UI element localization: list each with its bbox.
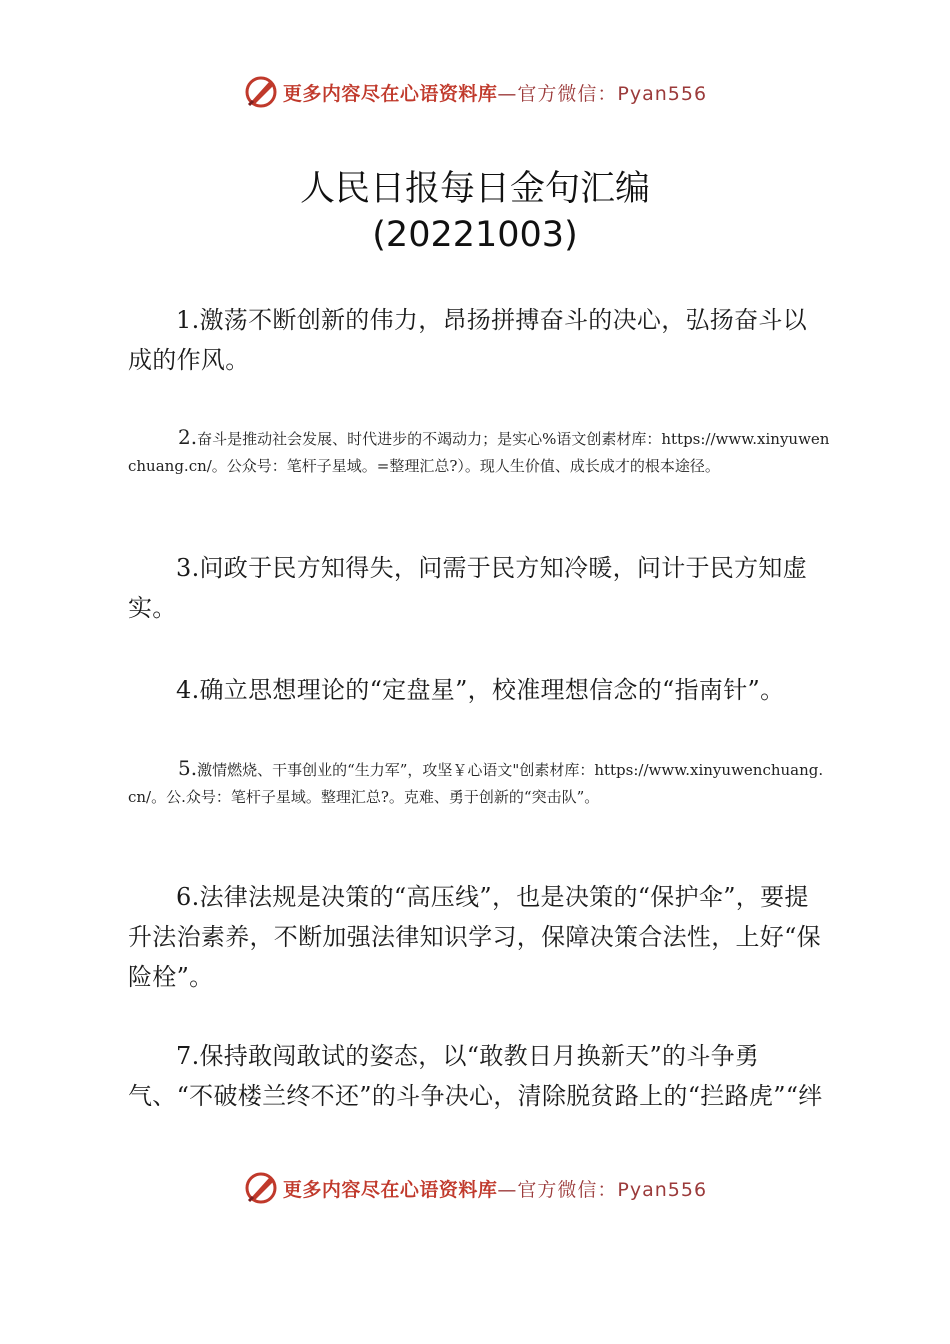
item-text: 确立思想理论的“定盘星”，校准理想信念的“指南针”。 — [199, 676, 785, 704]
header-site-name: 更多内容尽在心语资料库 — [282, 82, 498, 105]
item-number: 7. — [176, 1042, 200, 1070]
title-line-2: (20221003) — [372, 215, 578, 255]
item-text: 激荡不断创新的伟力，昂扬拼搏奋斗的决心，弘扬奋斗以成的作风。 — [128, 306, 807, 374]
brush-logo-icon — [243, 1170, 279, 1206]
list-item — [128, 1036, 830, 1116]
list-item — [128, 877, 830, 997]
list-item — [128, 755, 830, 811]
list-item — [128, 424, 830, 480]
document-title — [0, 166, 950, 258]
header-banner — [0, 72, 950, 112]
footer-banner — [0, 1168, 950, 1208]
title-line-1: 人民日报每日金句汇编 — [299, 169, 650, 209]
item-number: 3. — [176, 554, 200, 582]
item-number: 1. — [176, 306, 200, 334]
item-text: 激情燃烧、干事创业的“生力军”，攻坚￥心语文"创素材库：https://www.xinyuwenchuang.cn/。公.众号：笔杆子星域。整理汇总?。克难、勇于创新的“突击队”。 — [128, 761, 824, 806]
item-text: 法律法规是决策的“高压线”，也是决策的“保护伞”，要提升法治素养，不断加强法律知识学习，保障决策合法性，上好“保险栓”。 — [128, 883, 821, 991]
item-number: 4. — [176, 676, 200, 704]
header-wechat: —官方微信：Pyan556 — [497, 82, 708, 105]
item-text: 问政于民方知得失，问需于民方知冷暖，问计于民方知虚实。 — [128, 554, 807, 622]
item-text: 奋斗是推动社会发展、时代进步的不竭动力；是实心%语文创素材库：https://www.xinyuwenchuang.cn/。公众号：笔杆子星域。=整理汇总?）。现人生价值、成长成才的根本途径。 — [128, 430, 830, 475]
item-number: 2. — [178, 425, 198, 449]
list-item — [128, 548, 830, 628]
item-text: 保持敢闯敢试的姿态，以“敢教日月换新天”的斗争勇气、“不破楼兰终不还”的斗争决心，清除脱贫路上的“拦路虎”“绊 — [128, 1042, 823, 1110]
item-number: 6. — [176, 883, 200, 911]
list-item — [128, 300, 830, 380]
item-number: 5. — [178, 756, 198, 780]
list-item — [128, 670, 830, 710]
footer-wechat: —官方微信：Pyan556 — [497, 1178, 708, 1201]
footer-site-name: 更多内容尽在心语资料库 — [282, 1178, 498, 1201]
brush-logo-icon — [243, 74, 279, 110]
